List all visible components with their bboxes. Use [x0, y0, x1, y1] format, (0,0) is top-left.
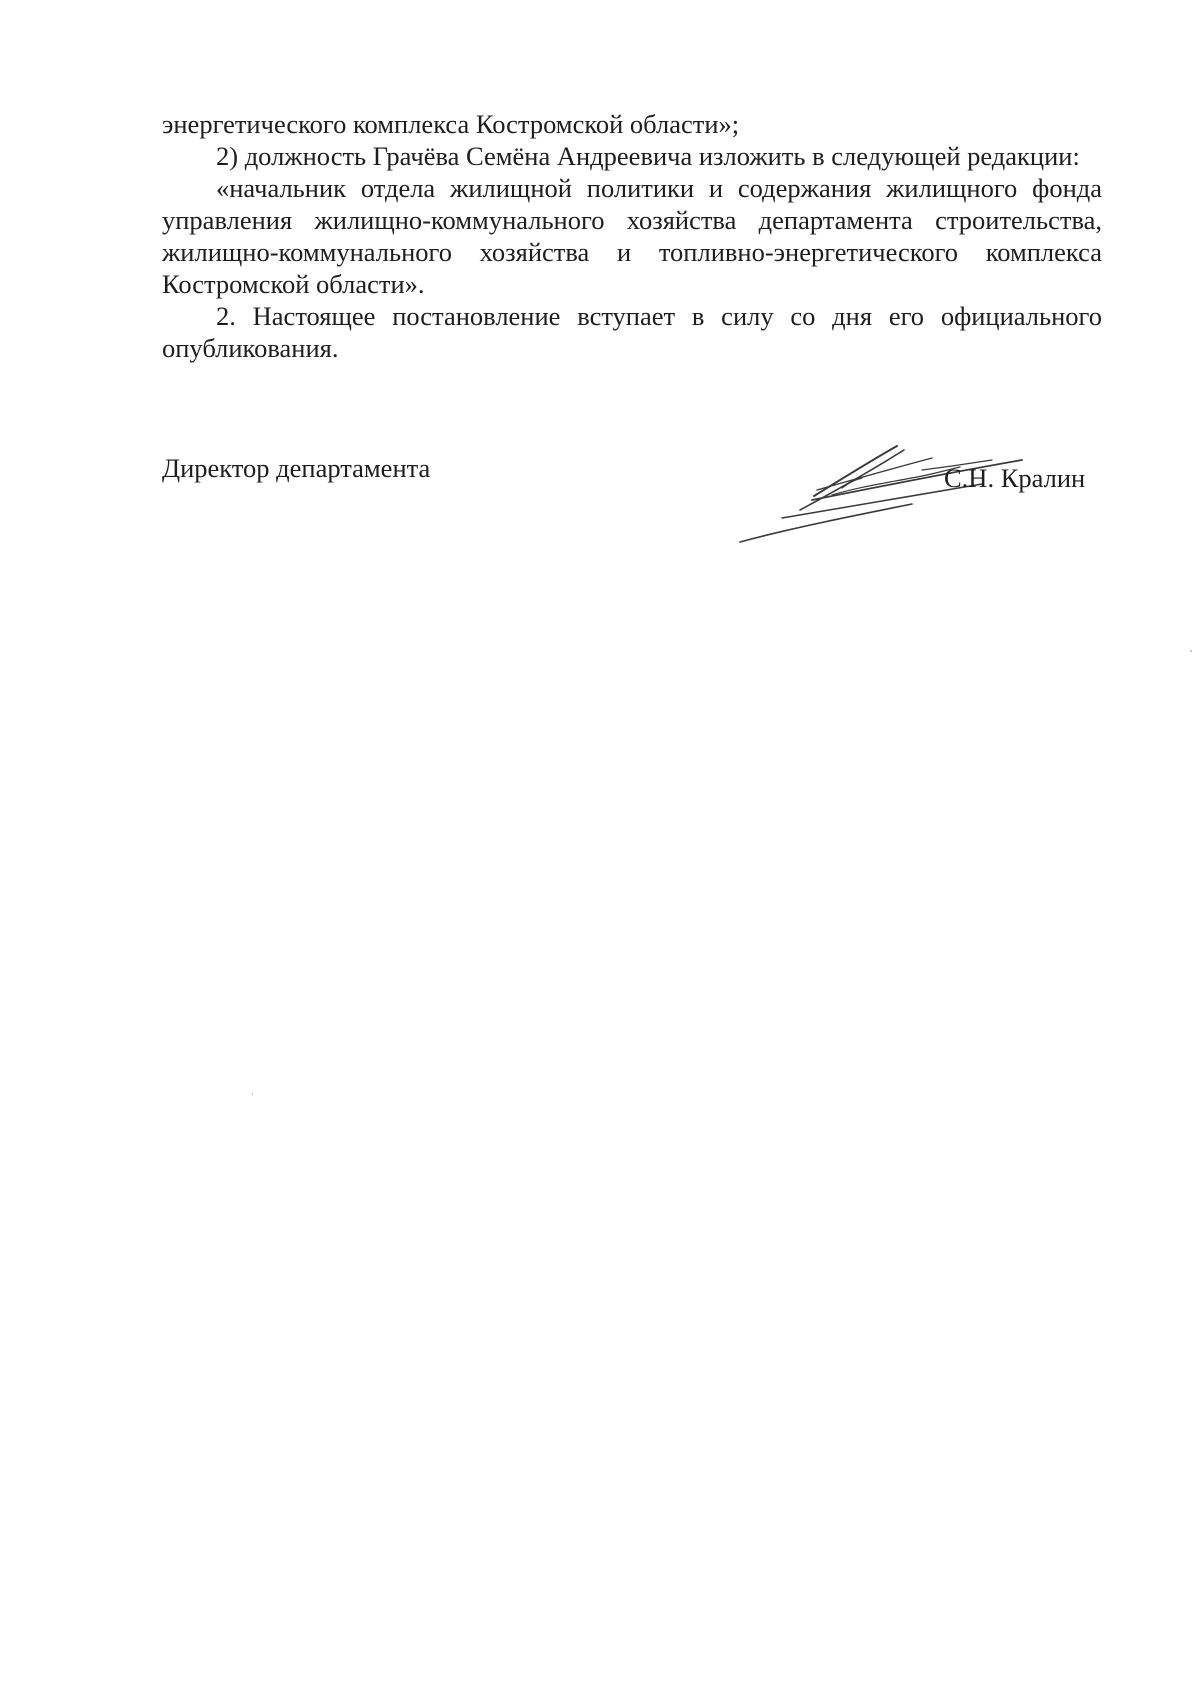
- scan-speck: [1190, 650, 1192, 652]
- paragraph-item-2: 2) должность Грачёва Семёна Андреевича изложить в следующей редакции:: [216, 141, 1080, 171]
- paragraph-quoted-position: «начальник отдела жилищной политики и содержания жилищного фонда управления жилищно-коммунального хозяйства департамента строительства, жилищно-коммунального хозяйства и топливно-энергетического комплекса Костромской области».: [162, 173, 1102, 299]
- document-body: [162, 108, 1102, 364]
- scan-speck: [252, 1093, 253, 1095]
- signatory-title: Директор департамента: [162, 453, 431, 483]
- signature-block: [162, 452, 1102, 552]
- paragraph-effective-date: 2. Настоящее постановление вступает в силу со дня его официального опубликования.: [162, 301, 1102, 363]
- paragraph-continuation: энергетического комплекса Костромской области»;: [162, 109, 740, 139]
- signatory-name: С.Н. Кралин: [944, 463, 1086, 493]
- handwritten-signature: [722, 440, 1112, 550]
